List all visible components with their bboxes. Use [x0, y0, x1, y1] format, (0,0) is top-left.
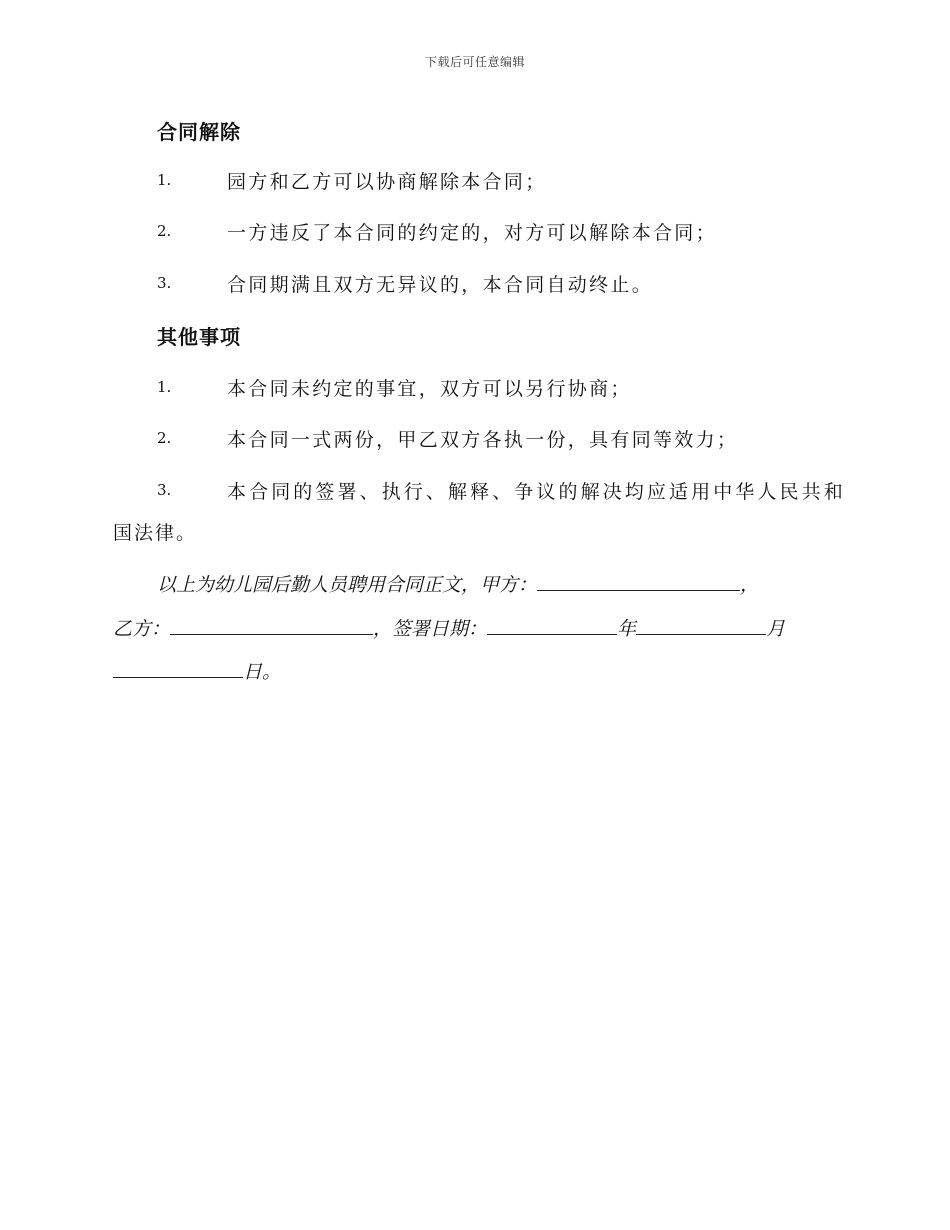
party-a-blank[interactable] [537, 572, 740, 591]
list-item [157, 167, 837, 197]
item-number: 1. [157, 378, 172, 396]
signature-line-2 [113, 614, 785, 641]
item-text-continuation: 国法律。 [113, 522, 198, 544]
signature-comma: ， [740, 574, 760, 596]
signature-intro: 以上为幼儿园后勤人员聘用合同正文，甲方： [157, 574, 538, 596]
year-blank[interactable] [487, 616, 617, 635]
item-text: 本合同未约定的事宜，双方可以另行协商； [227, 378, 632, 400]
item-number: 1. [157, 171, 172, 189]
item-number: 3. [157, 481, 172, 499]
signature-line-1 [157, 570, 759, 597]
list-item [157, 270, 837, 300]
sign-date-label: ，签署日期： [373, 618, 488, 640]
item-number: 2. [157, 429, 172, 447]
list-item [157, 425, 837, 455]
section-heading-other-matters: 其他事项 [157, 325, 241, 349]
list-item [157, 374, 837, 404]
day-label: 日。 [243, 661, 282, 683]
section-heading-contract-termination: 合同解除 [157, 120, 241, 144]
party-b-label: 乙方： [113, 618, 171, 640]
item-text: 一方违反了本合同的约定的，对方可以解除本合同； [227, 222, 717, 244]
year-label: 年 [617, 618, 637, 640]
day-blank[interactable] [113, 659, 243, 678]
month-label: 月 [766, 618, 786, 640]
list-item [157, 218, 837, 248]
signature-line-3 [113, 657, 281, 684]
list-item [157, 477, 846, 507]
month-blank[interactable] [636, 616, 766, 635]
item-text: 园方和乙方可以协商解除本合同； [227, 171, 547, 193]
item-text: 本合同的签署、执行、解释、争议的解决均应适用中华人民共和 [227, 481, 846, 503]
item-text: 合同期满且双方无异议的，本合同自动终止。 [227, 274, 654, 296]
item-number: 2. [157, 222, 172, 240]
party-b-blank[interactable] [170, 616, 373, 635]
page-header-note: 下载后可任意编辑 [424, 55, 525, 69]
item-text: 本合同一式两份，甲乙双方各执一份，具有同等效力； [227, 429, 739, 451]
item-number: 3. [157, 274, 172, 292]
